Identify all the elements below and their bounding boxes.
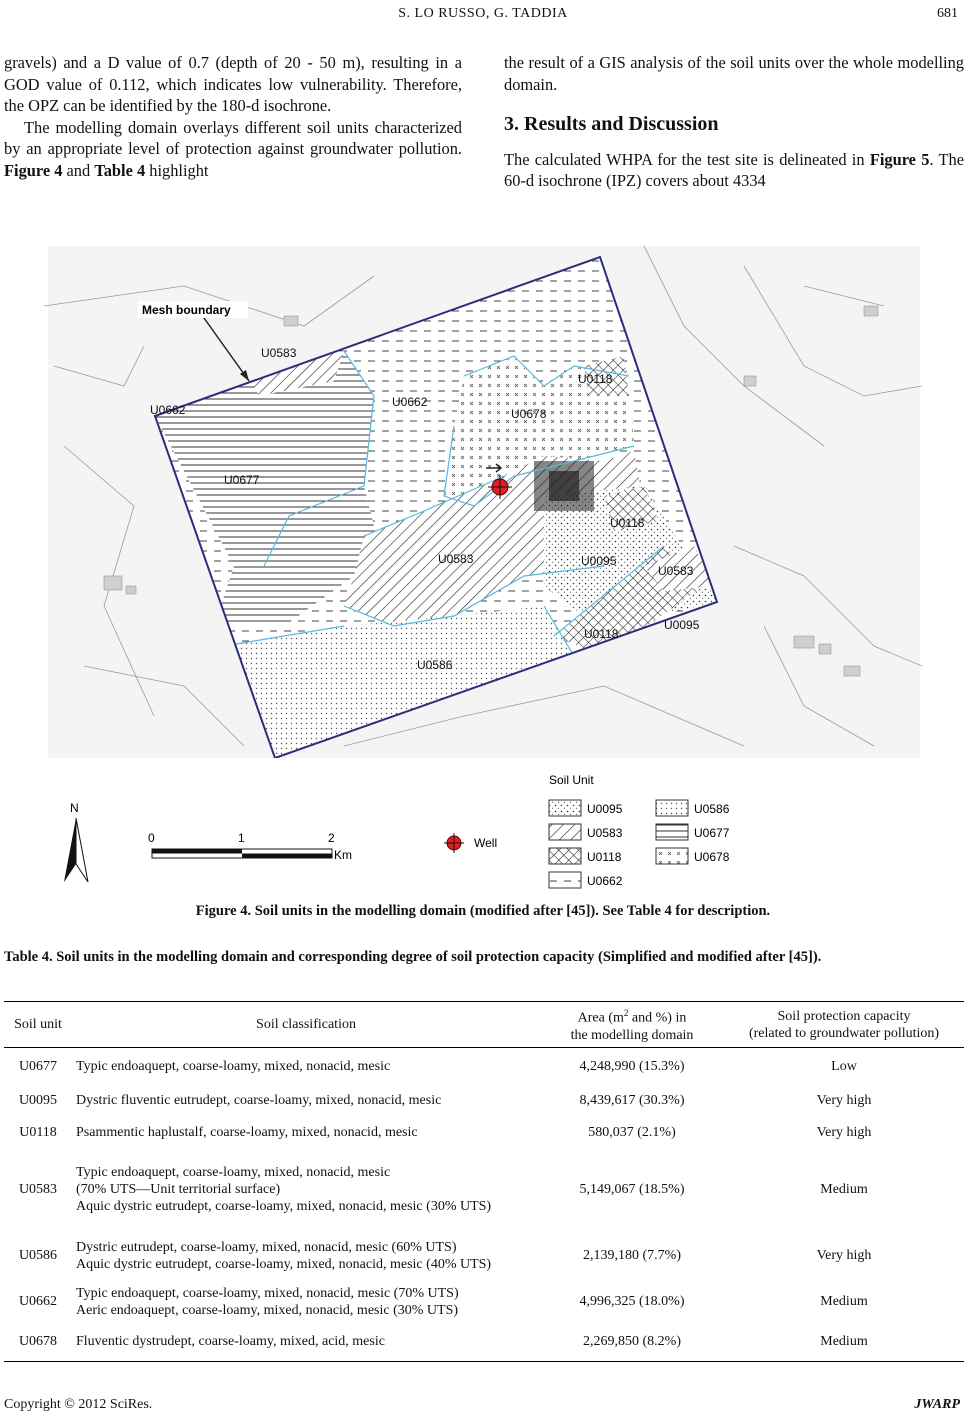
cell-protection: Very high [816,1248,872,1263]
legend-swatch-u0678 [656,848,688,864]
page-number: 681 [937,6,958,21]
cell-protection: Medium [820,1333,868,1349]
map-label-u0095: U0095 [664,618,700,632]
table-row [4,1150,964,1230]
table-row [4,1116,964,1150]
classification-line: Dystric eutrudept, coarse-loamy, mixed, nonacid, mesic (60% UTS) [76,1239,457,1255]
cell-area: 580,037 (2.1%) [588,1125,676,1140]
table-row [4,1086,964,1116]
header-superscript: 2 [623,1008,629,1019]
cell-classification [72,1282,540,1322]
map-label-u0095: U0095 [581,554,617,568]
map-label-u0678: U0678 [511,407,547,421]
classification-line: (70% UTS—Unit territorial surface) [76,1182,281,1197]
legend-swatch-u0677 [656,824,688,840]
scale-unit: Km [334,848,352,862]
map-label-u0586: U0586 [417,658,453,672]
legend-label: U0678 [694,850,730,864]
table-row [4,1322,964,1362]
scale-tick: 0 [148,831,155,845]
journal-name: JWARP [914,1397,960,1412]
well-legend-label: Well [474,836,498,850]
map-label-u0583: U0583 [261,346,297,360]
header-text: (related to groundwater pollution) [748,1025,940,1041]
map-label-u0662: U0662 [150,403,186,417]
legend-swatch-u0095 [549,800,581,816]
legend-swatch-u0118 [549,848,581,864]
cell-soil-unit: U0095 [18,1093,58,1108]
table-row [4,1282,964,1322]
map-label-u0583: U0583 [438,552,474,566]
table-row [4,1048,964,1086]
table-caption: Table 4. Soil units in the modelling domain and corresponding degree of soil protection capacity (Simplified and modified after [45]). [4,949,822,965]
legend-swatch-u0662 [549,872,581,888]
legend-panel [44,758,922,892]
cell-classification: Fluventic dystrudept, coarse-loamy, mixed, acid, mesic [76,1333,385,1349]
cell-soil-unit: U0662 [18,1294,58,1309]
map-label-u0118: U0118 [584,627,619,641]
column-header-area [540,1002,724,1048]
classification-line: Typic endoaquept, coarse-loamy, mixed, nonacid, mesic [76,1165,391,1180]
cell-soil-unit: U0586 [18,1248,58,1263]
paragraph: gravels) and a D value of 0.7 (depth of 20 - 50 m), resulting in a GOD value of 0.112, which indicates low vulnerability. Therefore, the OPZ can be identified by the 180-d isochrone. [4,53,462,116]
north-label: N [70,801,79,815]
scale-tick: 2 [328,831,335,845]
cell-classification: Dystric fluventic eutrudept, coarse-loamy, mixed, nonacid, mesic [76,1093,442,1108]
legend-label: U0095 [587,802,623,816]
column-header-protection [724,1002,964,1048]
soil-units-table [4,1001,964,1362]
legend-swatch-u0583 [549,824,581,840]
legend-label: U0677 [694,826,730,840]
paragraph [4,117,462,182]
cell-area: 5,149,067 (18.5%) [579,1182,685,1197]
table-header-row [4,1002,964,1048]
map-label-u0677: U0677 [224,473,260,487]
legend-title: Soil Unit [549,773,594,787]
column-header-classification: Soil classification [256,1017,356,1032]
figure-reference[interactable]: Figure 5 [869,149,930,169]
cell-protection: Very high [816,1093,872,1108]
cell-classification: Psammentic haplustalf, coarse-loamy, mixed, nonacid, mesic [76,1125,418,1140]
right-column [504,52,964,192]
column-header-soil-unit: Soil unit [14,1017,62,1032]
map-label-u0118: U0118 [578,372,613,386]
paragraph-text: The calculated WHPA for the test site is delineated in [504,149,870,169]
cell-soil-unit: U0677 [18,1059,58,1075]
figure-caption: Figure 4. Soil units in the modelling domain (modified after [45]). See Table 4 for description. [195,903,771,919]
cell-soil-unit: U0118 [19,1125,57,1140]
mesh-boundary-label: Mesh boundary [142,303,231,317]
cell-soil-unit: U0678 [18,1333,58,1349]
cell-area: 4,996,325 (18.0%) [579,1294,685,1309]
classification-line: Aquic dystric eutrudept, coarse-loamy, mixed, nonacid, mesic (40% UTS) [76,1256,492,1272]
copyright: Copyright © 2012 SciRes. [4,1397,153,1412]
paragraph-text: . The 60-d isochrone (IPZ) covers about 4334 [504,149,964,191]
legend-label: U0662 [587,874,623,888]
map-label-u0583: U0583 [658,564,694,578]
cell-area: 2,269,850 (8.2%) [583,1333,681,1349]
paragraph-text: and [62,160,95,180]
cell-classification: Typic endoaquept, coarse-loamy, mixed, nonacid, mesic [76,1059,391,1075]
paragraph-text: The modelling domain overlays different soil units characterized by an appropriate level of protection against groundwater pollution. [4,117,462,159]
cell-protection: Medium [820,1294,868,1309]
cell-protection: Very high [816,1125,872,1140]
classification-line: Typic endoaquept, coarse-loamy, mixed, nonacid, mesic (70% UTS) [76,1285,459,1301]
soil-unit-map [44,246,922,892]
classification-line: Aquic dystric eutrudept, coarse-loamy, mixed, nonacid, mesic (30% UTS) [76,1199,492,1214]
classification-line: Aeric endoaquept, coarse-loamy, mixed, nonacid, mesic (30% UTS) [76,1302,459,1318]
legend-label: U0583 [587,826,623,840]
legend-label: U0118 [587,850,622,864]
cell-soil-unit: U0583 [18,1182,58,1197]
table-reference[interactable]: Table 4 [94,160,146,180]
soil-unit-map-figure [44,246,922,892]
legend-swatch-u0586 [656,800,688,816]
map-label-u0662: U0662 [392,395,428,409]
cell-protection: Medium [820,1182,868,1197]
table-row [4,1230,964,1282]
figure-reference[interactable]: Figure 4 [4,160,63,180]
cell-area: 8,439,617 (30.3%) [579,1093,685,1108]
paragraph [504,149,964,192]
cell-protection: Low [831,1059,857,1075]
header-text: and %) in [628,1010,687,1026]
cell-area: 4,248,990 (15.3%) [579,1059,685,1075]
cell-classification [72,1230,540,1282]
left-column [4,52,462,182]
paragraph: the result of a GIS analysis of the soil units over the whole modelling domain. [504,53,964,94]
header-text: Soil protection capacity [777,1008,911,1024]
running-header-authors: S. LO RUSSO, G. TADDIA [398,6,568,21]
header-text: the modelling domain [570,1027,694,1043]
paragraph-text: highlight [145,160,209,180]
cell-area: 2,139,180 (7.7%) [583,1248,681,1263]
cell-classification [72,1150,540,1230]
header-text: Area (m [577,1010,624,1026]
legend-label: U0586 [694,802,730,816]
map-label-u0118: U0118 [610,516,645,530]
section-heading: 3. Results and Discussion [504,113,719,136]
scale-tick: 1 [238,831,245,845]
running-header [0,6,966,26]
